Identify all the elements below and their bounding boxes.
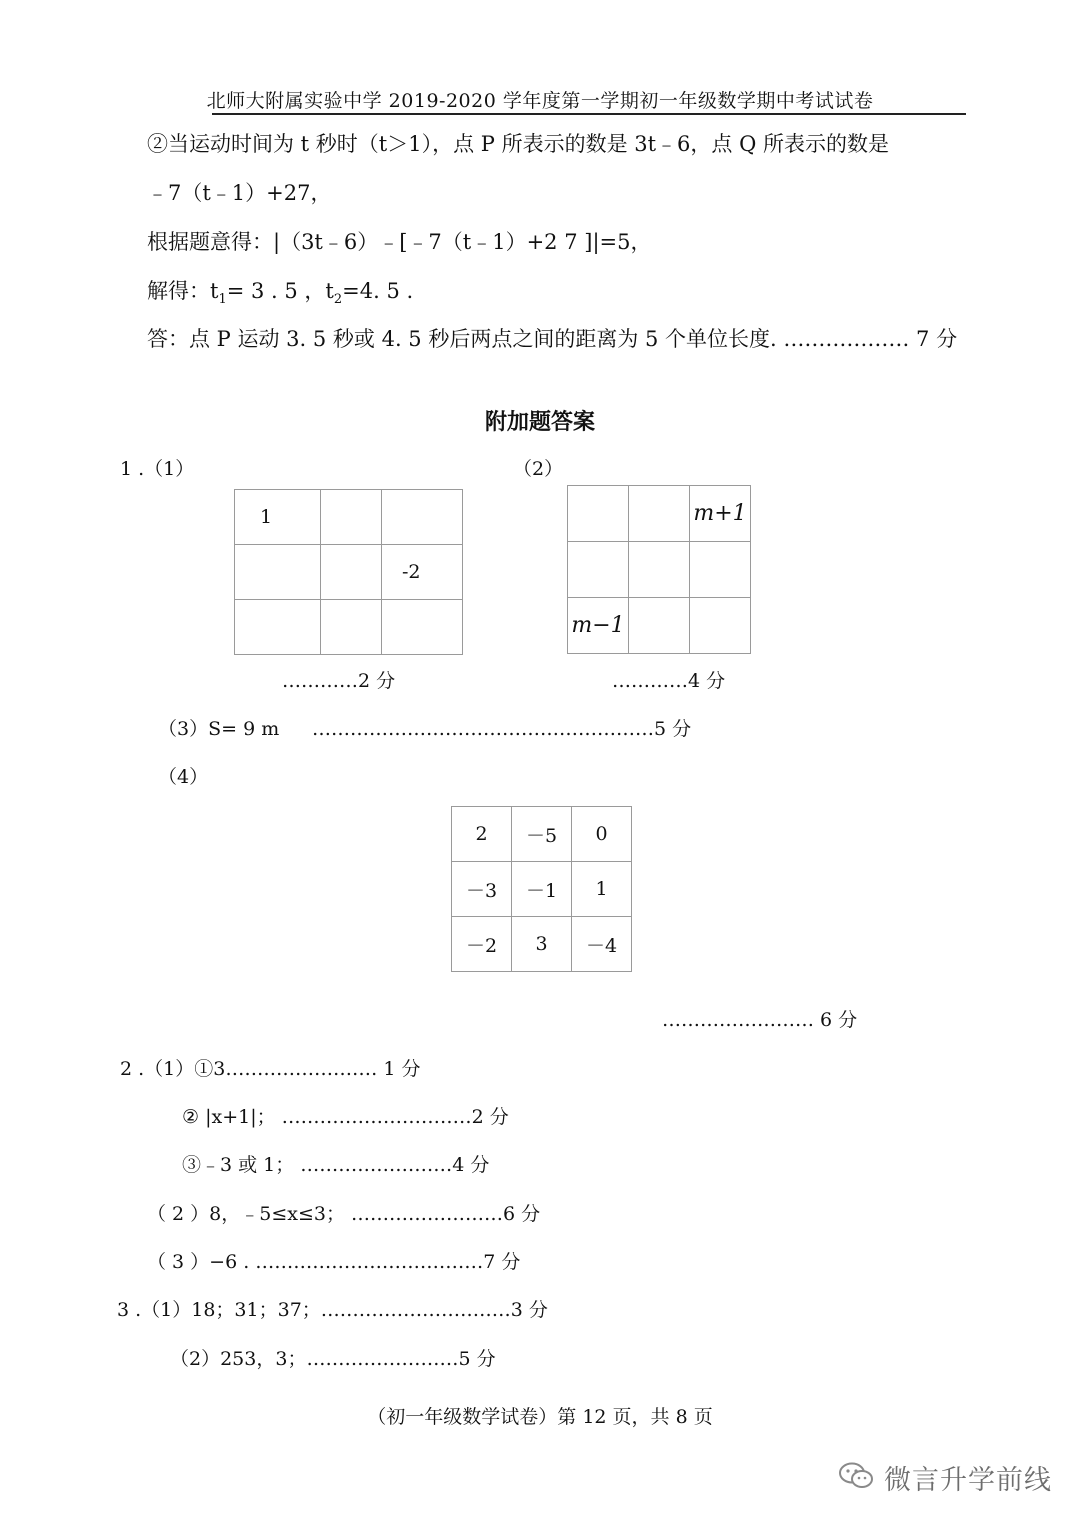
- q2-line-3: ③﹣3 或 1； ……………………4 分: [182, 1154, 490, 1176]
- grid2-cell: [690, 598, 751, 654]
- magic-cell: 3: [512, 917, 572, 972]
- grid1-cell: -2: [382, 545, 463, 600]
- q1-part3-points: ………………………………………………5 分: [312, 718, 692, 740]
- q3-line-2: （2）253，3；……………………5 分: [170, 1348, 496, 1370]
- solution-line-2: ﹣7（t﹣1）+27，: [147, 181, 332, 205]
- grid1-cell: [382, 600, 463, 655]
- extra-section-title: 附加题答案: [484, 409, 595, 435]
- solve-sub-1: 1: [218, 292, 227, 308]
- q2-line-5: （ 3 ）−6 . ………………………………7 分: [147, 1251, 521, 1273]
- q1-part3: （3）S= 9 m: [158, 718, 280, 740]
- solution-answer-line: 答：点 P 运动 3. 5 秒或 4. 5 秒后两点之间的距离为 5 个单位长度. ……………… 7 分: [147, 327, 958, 351]
- solve-sub-2: 2: [333, 292, 343, 308]
- page-footer: （初一年级数学试卷）第 12 页，共 8 页: [367, 1406, 713, 1428]
- solution-line-4: [147, 275, 413, 307]
- q2-line-1: 2 .（1）①3…………………… 1 分: [120, 1058, 421, 1080]
- grid1-cell: [235, 600, 321, 655]
- magic-cell: －5: [512, 807, 572, 862]
- q3-line-1: 3 .（1）18；31；37；…………………………3 分: [117, 1299, 548, 1321]
- wechat-icon: [838, 1461, 876, 1495]
- grid1-cell: [321, 600, 382, 655]
- q1-part2-label: （2）: [513, 458, 564, 480]
- grid2-cell: [629, 486, 690, 542]
- solution-line-3: 根据题意得：|（3t﹣6）﹣[﹣7（t﹣1）+2 7 ]|=5，: [147, 230, 652, 254]
- magic-cell: 2: [452, 807, 512, 862]
- grid1-cell: [382, 490, 463, 545]
- q2-line-4: （ 2 ）8，﹣5≤x≤3； ……………………6 分: [147, 1203, 541, 1225]
- solve-prefix: 解得：t: [147, 279, 219, 303]
- grid2-cell: [690, 542, 751, 598]
- grid1-cell: [321, 545, 382, 600]
- grid2-cell: m+1: [690, 486, 751, 542]
- solution-line-1: ②当运动时间为 t 秒时（t＞1），点 P 所表示的数是 3t﹣6，点 Q 所表示的数是: [147, 132, 889, 156]
- q1-label: 1 .（1）: [120, 458, 195, 480]
- q1-points-2: …………4 分: [612, 670, 726, 692]
- watermark-text: 微言升学前线: [884, 1465, 1052, 1496]
- magic-cell: 1: [572, 862, 632, 917]
- solve-suffix: =4. 5 .: [342, 279, 414, 303]
- magic-cell: －1: [512, 862, 572, 917]
- q1-part4-label: （4）: [158, 766, 209, 788]
- grid1-cell: [321, 490, 382, 545]
- grid2-cell: [568, 542, 629, 598]
- magic-cell: 0: [572, 807, 632, 862]
- magic-cell: －4: [572, 917, 632, 972]
- page-header-title: 北师大附属实验中学 2019-2020 学年度第一学期初一年级数学期中考试试卷: [206, 90, 874, 112]
- watermark: [838, 1458, 1052, 1497]
- grid1-cell: [235, 545, 321, 600]
- grid2-cell: [629, 542, 690, 598]
- grid1-cell: 1: [235, 490, 321, 545]
- q1-points-4: …………………… 6 分: [662, 1009, 858, 1031]
- grid2-cell: [629, 598, 690, 654]
- q1-grid-2: [567, 485, 751, 654]
- magic-cell: －2: [452, 917, 512, 972]
- q2-line-2: ② |x+1|； …………………………2 分: [182, 1106, 509, 1128]
- q1-magic-square: [451, 806, 632, 972]
- header-divider: [212, 113, 966, 115]
- grid2-cell: m−1: [568, 598, 629, 654]
- q1-grid-1: [234, 489, 463, 655]
- grid2-cell: [568, 486, 629, 542]
- q1-points-1: …………2 分: [282, 670, 396, 692]
- magic-cell: －3: [452, 862, 512, 917]
- solve-mid: = 3 . 5 ，t: [226, 279, 334, 303]
